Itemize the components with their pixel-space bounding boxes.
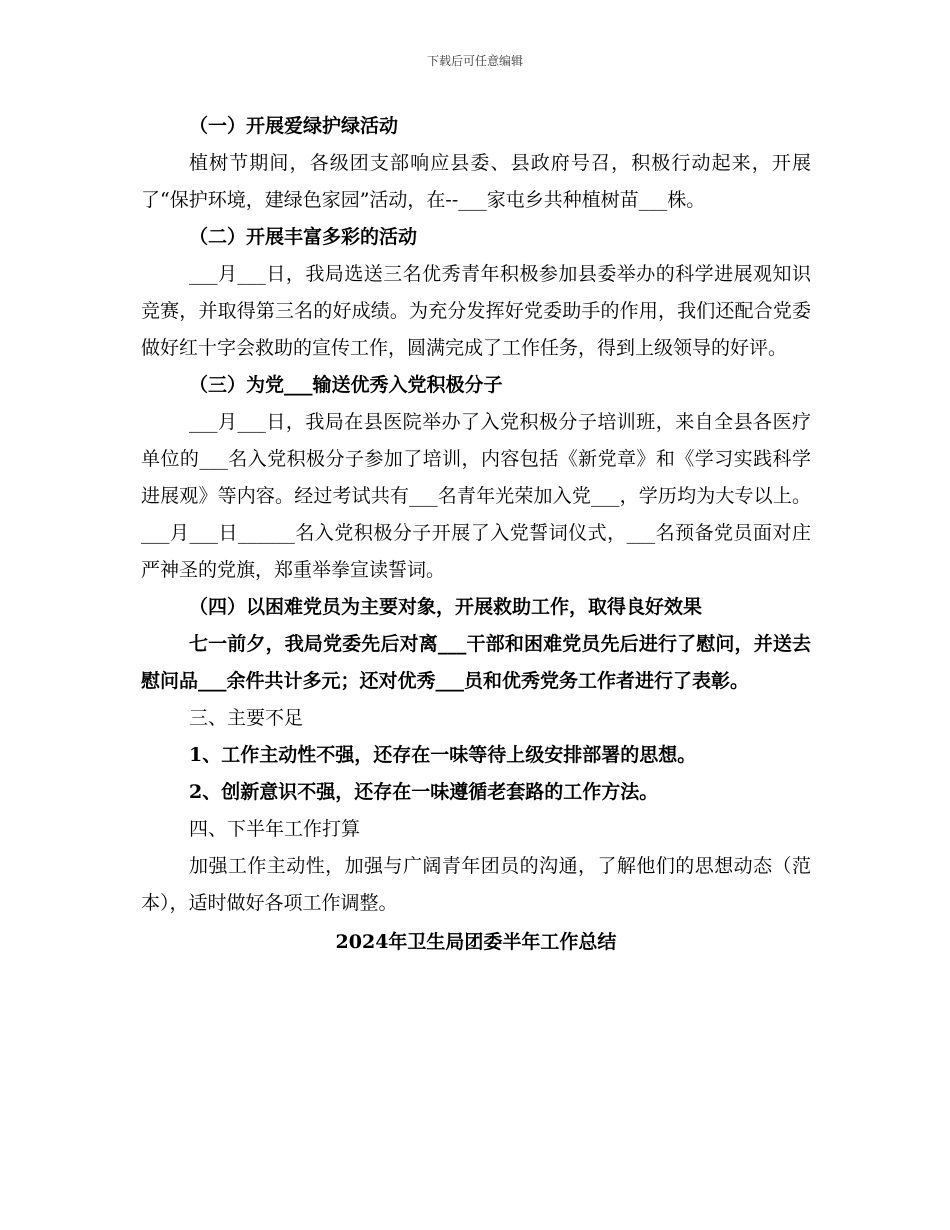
- section-heading-2: （二）开展丰富多彩的活动: [189, 226, 418, 248]
- list-item: 2、创新意识不强，还存在一味遵循老套路的工作方法。: [189, 781, 659, 803]
- paragraph: 加强工作主动性，加强与广阔青年团员的沟通，了解他们的思想动态（范本），适时做好各项工作调整。: [141, 855, 811, 914]
- document-body: [141, 108, 811, 961]
- section-heading-3: （三）为党___输送优秀入党积极分子: [189, 374, 503, 396]
- paragraph: 植树节期间，各级团支部响应县委、县政府号召，积极行动起来，开展了“保护环境，建绿色家园”活动，在--___家屯乡共种植树苗___株。: [141, 152, 811, 211]
- section-heading-1: （一）开展爱绿护绿活动: [189, 115, 399, 137]
- section-heading-4: （四）以困难党员为主要对象，开展救助工作，取得良好效果: [189, 596, 703, 618]
- paragraph: ___月___日，我局选送三名优秀青年积极参加县委举办的科学进展观知识竞赛，并取得第三名的好成绩。为充分发挥好党委助手的作用，我们还配合党委做好红十字会救助的宣传工作，圆满完成了工作任务，得到上级领导的好评。: [141, 263, 811, 359]
- section-heading-shortcomings: 三、主要不足: [189, 707, 304, 729]
- list-item: 1、工作主动性不强，还存在一味等待上级安排部署的思想。: [189, 744, 697, 766]
- section-heading-plan: 四、下半年工作打算: [189, 818, 361, 840]
- page-header: 下载后可任意编辑: [426, 54, 523, 68]
- document-title: 2024年卫生局团委半年工作总结: [335, 931, 617, 953]
- paragraph: ___月___日，我局在县医院举办了入党积极分子培训班，来自全县各医疗单位的___名入党积极分子参加了培训，内容包括《新党章》和《学习实践科学进展观》等内容。经过考试共有___名青年光荣加入党___，学历均为大专以上。___月___日______名入党积极分子开展了入党誓词仪式，___名预备党员面对庄严神圣的党旗，郑重举拳宣读誓词。: [141, 411, 811, 581]
- paragraph: 七一前夕，我局党委先后对离___干部和困难党员先后进行了慰问，并送去慰问品___余件共计多元；还对优秀___员和优秀党务工作者进行了表彰。: [141, 633, 811, 692]
